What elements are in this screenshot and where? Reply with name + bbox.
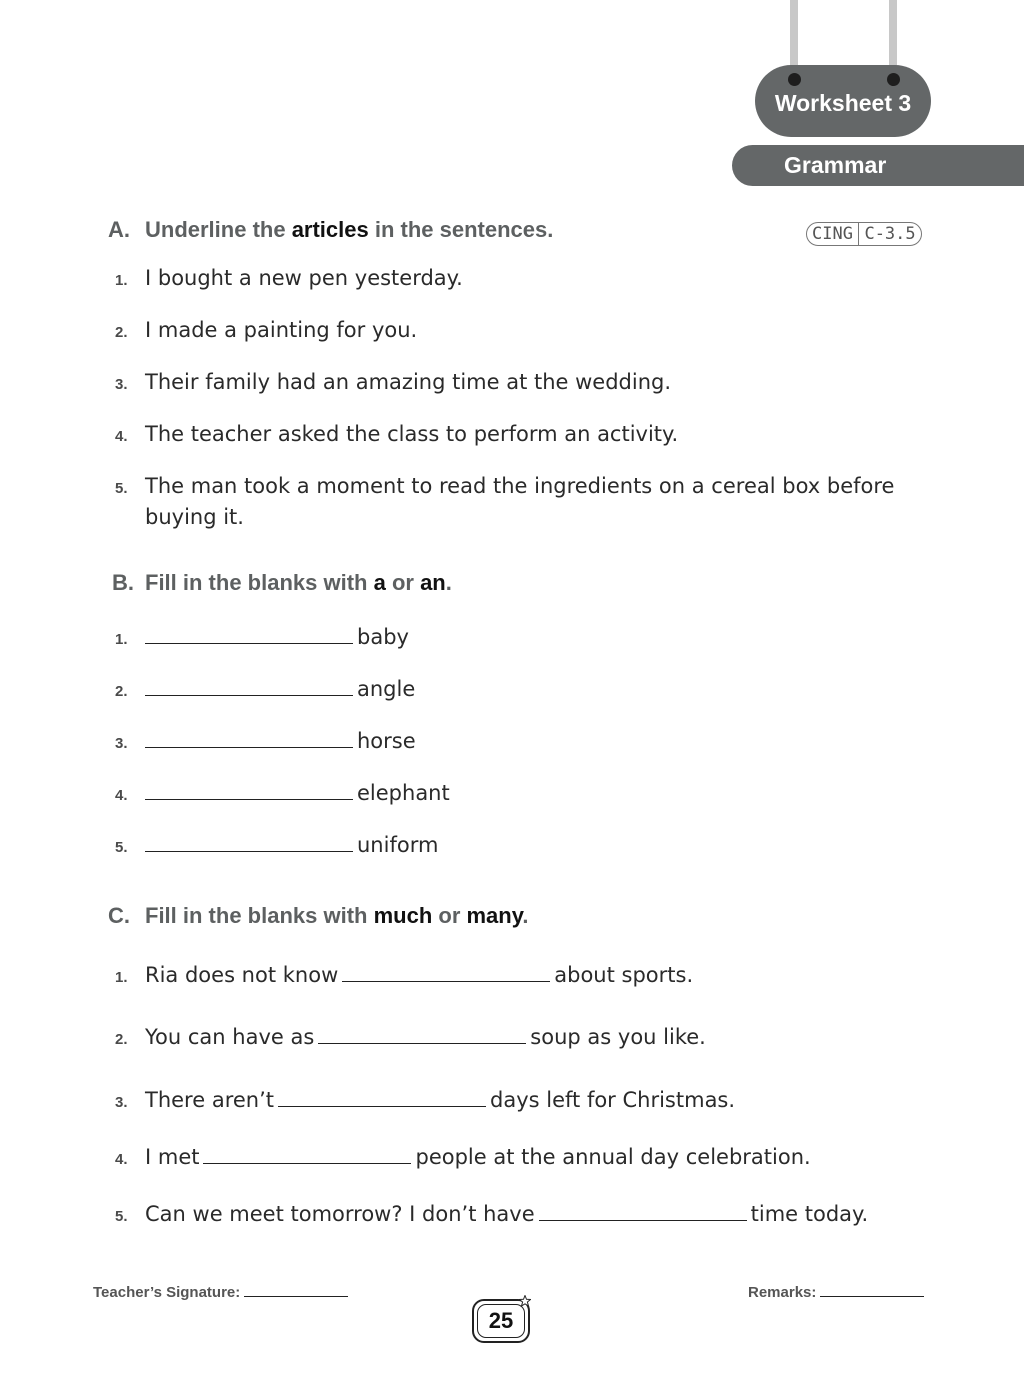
signature-line[interactable] (244, 1282, 348, 1297)
answer-blank[interactable] (278, 1086, 486, 1107)
sentence-end: time today. (750, 1202, 869, 1226)
code-right: C-3.5 (864, 224, 916, 244)
instruction-keyword: a (373, 570, 386, 595)
instruction-text: or (385, 570, 421, 595)
subject-band (732, 145, 1024, 186)
page-number: 25 (477, 1304, 525, 1338)
code-left: CING (812, 224, 853, 244)
section-a-heading (108, 217, 553, 243)
answer-blank[interactable] (539, 1200, 747, 1221)
subject-label: Grammar (784, 152, 887, 178)
section-c-item (115, 1022, 706, 1055)
sentence-end: people at the annual day celebration. (415, 1145, 811, 1169)
answer-blank[interactable] (342, 961, 550, 982)
instruction-keyword: many (466, 903, 523, 928)
word-text: uniform (357, 833, 439, 857)
section-letter: B. (112, 570, 134, 595)
item-number: 3. (115, 1094, 128, 1111)
section-b-item (115, 830, 438, 863)
answer-blank[interactable] (145, 779, 353, 800)
answer-blank[interactable] (145, 831, 353, 852)
answer-blank[interactable] (203, 1143, 411, 1164)
instruction-text: Fill in the blanks with (145, 903, 374, 928)
item-number: 2. (115, 1031, 128, 1048)
section-a-item (115, 419, 678, 452)
section-a-item (115, 315, 417, 348)
teacher-signature-label: Teacher’s Signature: (93, 1284, 241, 1301)
worksheet-tag (755, 65, 931, 137)
item-number: 1. (115, 631, 128, 648)
section-c-item (115, 1199, 868, 1232)
star-icon (519, 1295, 531, 1307)
sentence-start: Can we meet tomorrow? I don’t have (145, 1202, 535, 1226)
answer-blank[interactable] (145, 727, 353, 748)
sentence-start: There aren’t (145, 1088, 275, 1112)
teacher-signature (93, 1282, 348, 1301)
section-b-item (115, 674, 415, 707)
worksheet-label: Worksheet 3 (774, 89, 912, 116)
item-number: 1. (115, 272, 128, 289)
hanger-dot-right (887, 73, 900, 86)
section-c-item (115, 1142, 811, 1175)
instruction-text: Fill in the blanks with (145, 570, 374, 595)
item-number: 4. (115, 1151, 128, 1168)
sentence-text: The teacher asked the class to perform an activity. (145, 422, 679, 446)
sentence-start: You can have as (145, 1025, 315, 1049)
instruction-text: Underline the (145, 217, 292, 242)
section-b-item (115, 778, 450, 811)
sentence-end: days left for Christmas. (490, 1088, 736, 1112)
sentence-text: I bought a new pen yesterday. (145, 266, 463, 290)
instruction-text: . (522, 903, 529, 928)
curriculum-code-badge (806, 222, 922, 246)
instruction-keyword: much (373, 903, 433, 928)
word-text: horse (357, 729, 416, 753)
instruction-text: . (445, 570, 452, 595)
instruction-keyword: an (420, 570, 446, 595)
instruction-text: or (432, 903, 467, 928)
section-b-item (115, 622, 409, 655)
item-number: 3. (115, 735, 128, 752)
sentence-text: Their family had an amazing time at the wedding. (145, 370, 672, 394)
word-text: angle (357, 677, 416, 701)
instruction-keyword: articles (291, 217, 369, 242)
item-number: 4. (115, 428, 128, 445)
sentence-end: about sports. (554, 963, 694, 987)
instruction-text: in the sentences. (368, 217, 554, 242)
section-b-item (115, 726, 416, 759)
section-c-item (115, 1085, 735, 1118)
answer-blank[interactable] (145, 623, 353, 644)
item-number: 3. (115, 376, 128, 393)
section-c-item (115, 960, 693, 993)
sentence-text: The man took a moment to read the ingredients on a cereal box before buying it. (145, 474, 895, 529)
sentence-start: Ria does not know (145, 963, 339, 987)
section-letter: A. (108, 217, 130, 242)
section-a-item (115, 367, 671, 400)
answer-blank[interactable] (318, 1023, 526, 1044)
section-c-heading (108, 903, 528, 929)
item-number: 2. (115, 324, 128, 341)
word-text: elephant (357, 781, 450, 805)
answer-blank[interactable] (145, 675, 353, 696)
item-number: 1. (115, 969, 128, 986)
remarks (748, 1282, 924, 1301)
section-a-item (115, 471, 945, 533)
hanger-dot-left (788, 73, 801, 86)
remarks-label: Remarks: (748, 1284, 817, 1301)
section-b-heading (112, 570, 452, 596)
section-letter: C. (108, 903, 130, 928)
section-a-item (115, 263, 463, 296)
sentence-end: soup as you like. (530, 1025, 706, 1049)
item-number: 5. (115, 839, 128, 856)
sentence-text: I made a painting for you. (145, 318, 418, 342)
item-number: 5. (115, 1208, 128, 1225)
item-number: 2. (115, 683, 128, 700)
word-text: baby (357, 625, 409, 649)
sentence-start: I met (145, 1145, 200, 1169)
item-number: 4. (115, 787, 128, 804)
remarks-line[interactable] (820, 1282, 924, 1297)
item-number: 5. (115, 480, 128, 497)
